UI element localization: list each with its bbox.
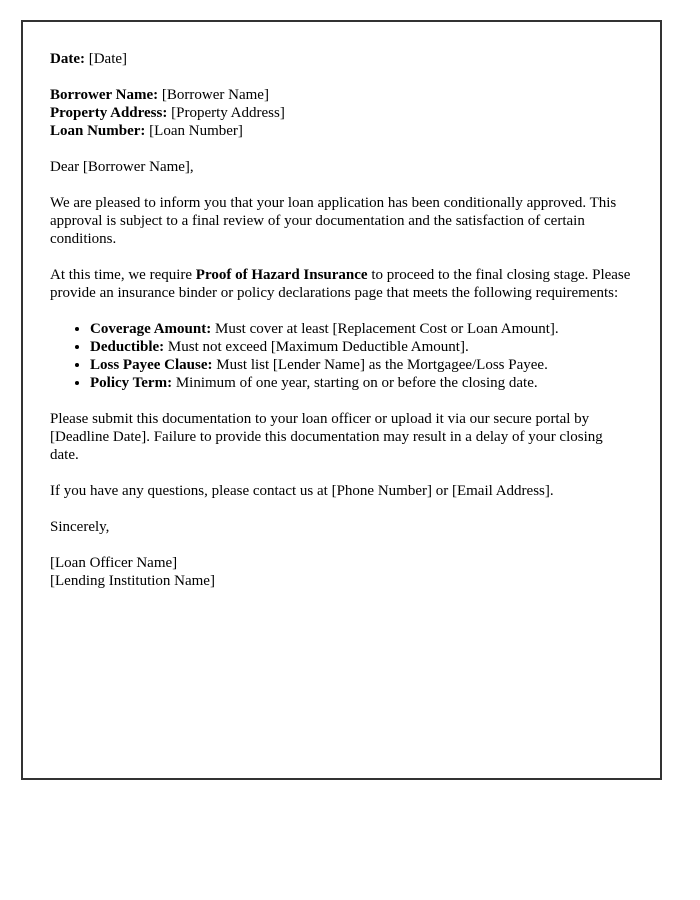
requirement-highlight: Proof of Hazard Insurance	[195, 267, 368, 283]
list-item-deductible	[90, 338, 634, 356]
borrower-name-label: Borrower Name:	[50, 87, 159, 103]
contact-paragraph: If you have any questions, please contact us at [Phone Number] or [Email Address].	[50, 483, 554, 499]
requirements-list	[50, 320, 634, 392]
loss-payee-clause-label: Loss Payee Clause:	[90, 357, 213, 373]
date-label: Date:	[50, 51, 85, 67]
closing: Sincerely,	[50, 519, 110, 535]
property-address-line	[50, 104, 634, 122]
letter-page	[21, 20, 662, 780]
requirement-text-before: At this time, we require	[50, 267, 196, 283]
loan-number-label: Loan Number:	[50, 123, 146, 139]
date-value: [Date]	[88, 51, 128, 67]
loan-officer-name-line: [Loan Officer Name]	[50, 555, 178, 571]
property-address-label: Property Address:	[50, 105, 168, 121]
loan-number-value: [Loan Number]	[149, 123, 243, 139]
submission-paragraph: Please submit this documentation to your loan officer or upload it via our secure portal by [Deadline Date]. Failure to provide this documentation may result in a delay of your closing date.	[50, 411, 603, 463]
deductible-label: Deductible:	[90, 339, 165, 355]
intro-paragraph: We are pleased to inform you that your loan application has been conditionally approved. This approval is subject to a final review of your documentation and the satisfaction of certain conditions.	[50, 195, 617, 247]
requirement-paragraph	[50, 266, 634, 302]
loss-payee-clause-text: Must list [Lender Name] as the Mortgagee/Loss Payee.	[212, 357, 548, 373]
policy-term-text: Minimum of one year, starting on or before the closing date.	[172, 375, 538, 391]
lending-institution-name-line: [Lending Institution Name]	[50, 573, 215, 589]
date-line	[50, 50, 634, 68]
recipient-fields	[50, 86, 634, 140]
coverage-amount-text: Must cover at least [Replacement Cost or Loan Amount].	[211, 321, 559, 337]
signature-block	[50, 554, 634, 590]
policy-term-label: Policy Term:	[90, 375, 173, 391]
salutation: Dear [Borrower Name],	[50, 159, 194, 175]
list-item-loss-payee-clause	[90, 356, 634, 374]
deductible-text: Must not exceed [Maximum Deductible Amount].	[164, 339, 469, 355]
loan-number-line	[50, 122, 634, 140]
list-item-coverage-amount	[90, 320, 634, 338]
property-address-value: [Property Address]	[171, 105, 285, 121]
borrower-name-line	[50, 86, 634, 104]
coverage-amount-label: Coverage Amount:	[90, 321, 212, 337]
borrower-name-value: [Borrower Name]	[161, 87, 269, 103]
list-item-policy-term	[90, 374, 634, 392]
requirement-text-after: to proceed to the final closing stage. Please provide an insurance binder or policy declarations page that meets the following requirements:	[50, 267, 631, 301]
